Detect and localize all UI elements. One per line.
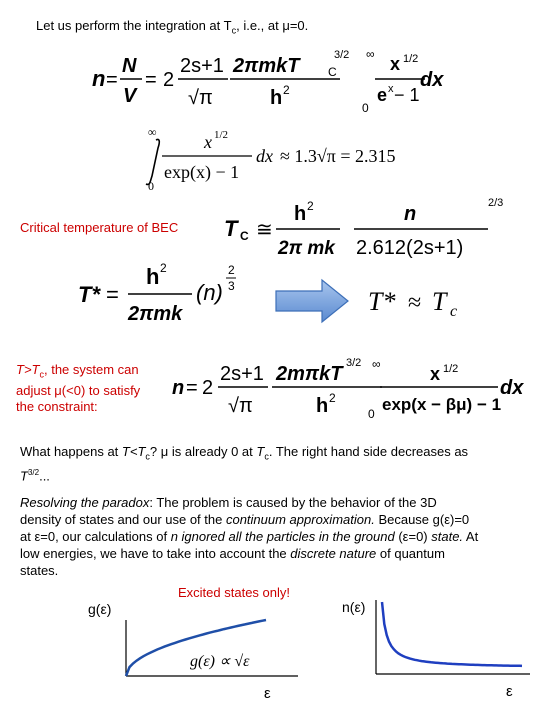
equation-t-star-approx: [364, 282, 474, 322]
svg-text:C: C: [240, 229, 249, 243]
svg-text:h: h: [294, 203, 307, 225]
svg-text:c: c: [450, 303, 458, 320]
svg-text:e: e: [377, 85, 388, 105]
equation-density: [90, 44, 450, 118]
svg-text:2: 2: [202, 377, 214, 399]
graph1-xlabel: ε: [264, 685, 271, 702]
svg-text:0: 0: [362, 101, 369, 115]
svg-text:2/3: 2/3: [488, 197, 504, 209]
svg-text:2: 2: [329, 391, 336, 405]
svg-text:C: C: [328, 65, 337, 79]
svg-text:3/2: 3/2: [334, 49, 350, 61]
svg-text:1/2: 1/2: [443, 363, 459, 375]
svg-text:=: =: [106, 69, 118, 91]
svg-text:3/2: 3/2: [346, 357, 362, 369]
svg-text:− 1: − 1: [394, 85, 420, 105]
svg-text:dx: dx: [420, 69, 444, 91]
svg-text:3: 3: [228, 279, 235, 293]
svg-text:1/2: 1/2: [214, 129, 229, 141]
svg-text:2: 2: [228, 263, 235, 277]
svg-text:2.612(2s+1): 2.612(2s+1): [356, 237, 464, 259]
svg-text:2: 2: [307, 199, 314, 213]
svg-text:T*: T*: [78, 282, 100, 307]
density-of-states-graph: [86, 600, 302, 704]
svg-text:0: 0: [148, 179, 154, 192]
graph1-formula: g(ε) ∝ √ε: [190, 653, 250, 670]
svg-text:2πmkT: 2πmkT: [233, 55, 300, 77]
svg-text:2πmk: 2πmk: [128, 303, 183, 325]
equation-critical-temperature: [222, 196, 532, 266]
svg-text:x: x: [204, 132, 212, 152]
svg-text:2π mk: 2π mk: [278, 238, 335, 259]
svg-text:∞: ∞: [366, 47, 375, 61]
right-arrow-icon: [274, 278, 350, 324]
svg-text:≈ 1.3√π = 2.315: ≈ 1.3√π = 2.315: [280, 146, 396, 166]
svg-text:2: 2: [160, 261, 167, 275]
svg-text:n: n: [404, 203, 417, 225]
svg-text:≅: ≅: [256, 219, 273, 241]
graph2-xlabel: ε: [506, 683, 513, 700]
svg-text:=: =: [106, 282, 119, 307]
svg-text:2s+1: 2s+1: [180, 55, 224, 77]
equation-t-star: [70, 258, 250, 328]
paradox-paragraph: Resolving the paradox: The problem is caused by the behavior of the 3D density of states and our use of the continuum approximation. Because g(ε)=0 at ε=0, our calculations of n ignored all the particles in the ground (ε=0) state. At low energies, we have to take into account the discrete nature of quantum states.: [20, 495, 479, 578]
svg-text:=: =: [145, 69, 157, 91]
svg-text:∞: ∞: [148, 125, 157, 139]
svg-text:exp(x − βμ) − 1: exp(x − βμ) − 1: [382, 395, 502, 414]
svg-text:=: =: [186, 377, 198, 399]
svg-text:x: x: [430, 364, 441, 384]
svg-text:1/2: 1/2: [403, 53, 419, 65]
svg-text:dx: dx: [256, 146, 273, 166]
svg-text:x: x: [388, 83, 394, 95]
svg-text:2: 2: [163, 69, 175, 91]
svg-text:√π: √π: [228, 395, 253, 417]
critical-temp-label: Critical temperature of BEC: [20, 220, 179, 235]
svg-text:2mπkT: 2mπkT: [276, 363, 343, 385]
question-paragraph: What happens at $T<T_c$? μ is already 0 at $T_c$. The right hand side decreases as $T^{3/2}$...: [20, 444, 469, 483]
svg-text:T: T: [432, 287, 447, 316]
svg-text:N: N: [122, 55, 137, 77]
svg-text:(n): (n): [196, 280, 223, 305]
svg-text:0: 0: [368, 407, 375, 421]
intro-line: Let us perform the integration at $T_c$, i.e., at μ=0.: [36, 18, 309, 36]
svg-text:2: 2: [283, 83, 290, 97]
svg-text:V: V: [123, 85, 137, 107]
decay-curve: [382, 602, 522, 666]
svg-text:n: n: [92, 66, 106, 91]
svg-text:√π: √π: [188, 87, 213, 109]
svg-text:h: h: [316, 395, 329, 417]
integral-sign: [146, 139, 159, 184]
svg-text:h: h: [146, 264, 160, 289]
graph2-ylabel: n(ε): [342, 599, 366, 615]
occupation-graph: [340, 596, 534, 706]
excited-states-label: Excited states only!: [178, 585, 290, 600]
svg-text:2s+1: 2s+1: [220, 363, 264, 385]
svg-text:dx: dx: [500, 377, 524, 399]
svg-text:n: n: [172, 377, 185, 399]
equation-constraint: [168, 354, 528, 426]
constraint-explanation: $T>T_c$, the system can adjust μ(<0) to satisfy the constraint:: [16, 362, 141, 414]
svg-text:exp(x) − 1: exp(x) − 1: [164, 162, 240, 182]
equation-integral: [140, 124, 440, 192]
svg-text:∞: ∞: [372, 357, 381, 371]
svg-text:T*: T*: [368, 287, 396, 316]
svg-text:T: T: [224, 216, 238, 241]
svg-text:≈: ≈: [408, 290, 422, 316]
graph1-ylabel: g(ε): [88, 601, 112, 617]
svg-text:h: h: [270, 87, 283, 109]
svg-text:x: x: [390, 54, 401, 74]
